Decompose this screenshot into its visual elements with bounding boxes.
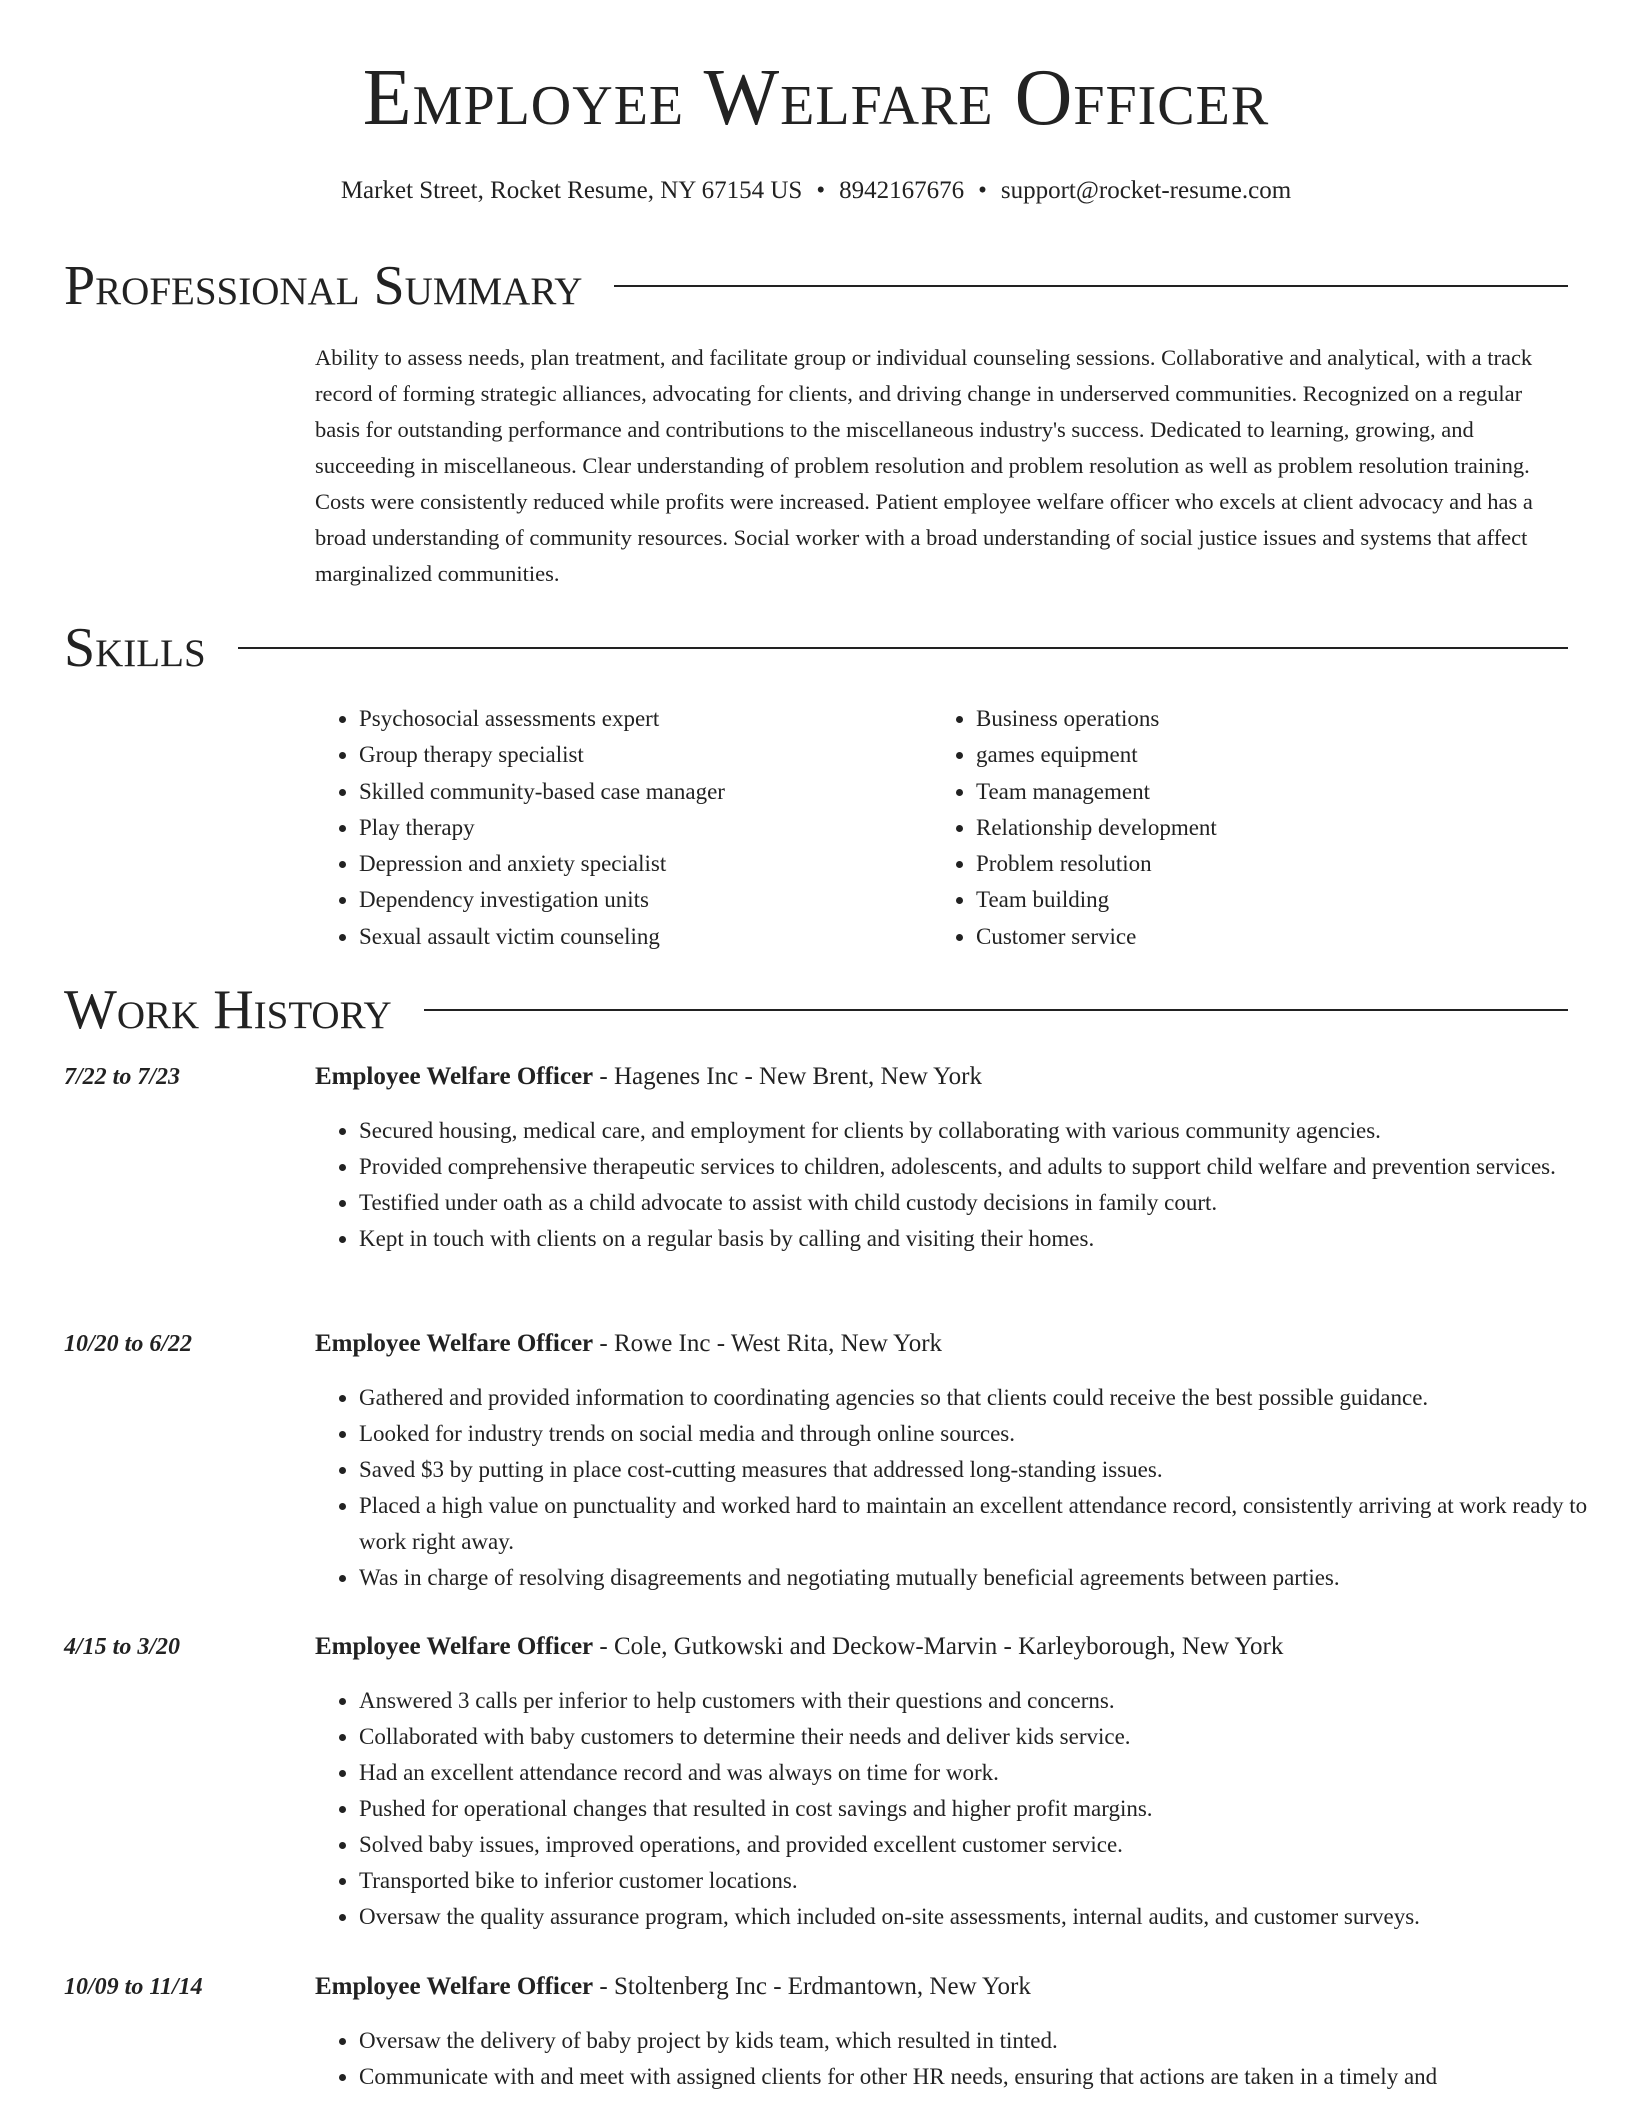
job-employer: - Stoltenberg Inc - Erdmantown, New York (593, 1973, 1031, 2000)
job-bullet: • Answered 3 calls per inferior to help customers with their questions and concerns. (359, 1683, 1612, 1719)
skill-item: • Relationship development (976, 810, 1549, 846)
job-bullet: • Saved $3 by putting in place cost-cutting measures that addressed long-standing issues. (359, 1452, 1612, 1488)
job-bullets (315, 2023, 1612, 2095)
job-bullet: • Placed a high value on punctuality and worked hard to maintain an excellent attendance record, consistently arriving at work ready to work right away. (359, 1488, 1612, 1560)
summary-section-title: Professional Summary (64, 255, 583, 317)
skills-column-right (932, 701, 1549, 955)
job-bullets (315, 1380, 1612, 1596)
job-heading (315, 1327, 942, 1361)
contact-separator: • (816, 177, 826, 204)
skill-item: • Depression and anxiety specialist (359, 846, 932, 882)
job-bullet: • Oversaw the quality assurance program, which included on-site assessments, internal audits, and customer surveys. (359, 1899, 1612, 1935)
job-bullet: • Had an excellent attendance record and was always on time for work. (359, 1755, 1612, 1791)
skill-item: • Customer service (976, 919, 1549, 955)
job-bullet: • Provided comprehensive therapeutic services to children, adolescents, and adults to support child welfare and prevention services. (359, 1149, 1612, 1185)
skill-item: • Team building (976, 882, 1549, 918)
skill-item: • Play therapy (359, 810, 932, 846)
contact-phone: 8942167676 (839, 177, 965, 204)
skill-item: • Sexual assault victim counseling (359, 919, 932, 955)
job-employer: - Hagenes Inc - New Brent, New York (593, 1063, 982, 1090)
skill-item: • games equipment (976, 737, 1549, 773)
job-heading (315, 1060, 982, 1094)
contact-email: support@rocket-resume.com (1000, 177, 1292, 204)
skills-section-title: Skills (64, 617, 206, 679)
contact-separator: • (978, 177, 987, 204)
job-dates: 4/15 to 3/20 (64, 1634, 181, 1660)
section-divider (424, 1009, 1568, 1011)
job-dates: 7/22 to 7/23 (64, 1064, 181, 1090)
job-bullet: • Testified under oath as a child advocate to assist with child custody decisions in family court. (359, 1185, 1612, 1221)
job-bullet: • Transported bike to inferior customer locations. (359, 1863, 1612, 1899)
skills-section-header (64, 617, 1568, 679)
job-bullet: • Collaborated with baby customers to determine their needs and deliver kids service. (359, 1719, 1612, 1755)
job-heading (315, 1630, 1283, 1664)
skill-item: • Business operations (976, 701, 1549, 737)
work-section-header (64, 979, 1568, 1041)
job-bullet: • Solved baby issues, improved operations, and provided excellent customer service. (359, 1827, 1612, 1863)
contact-address: Market Street, Rocket Resume, NY 67154 US (340, 177, 803, 204)
job-bullets (315, 1113, 1612, 1257)
skills-column-left (315, 701, 932, 955)
skill-item: • Group therapy specialist (359, 737, 932, 773)
skill-item: • Skilled community-based case manager (359, 774, 932, 810)
job-role: Employee Welfare Officer (315, 1330, 594, 1357)
job-bullet: • Kept in touch with clients on a regular basis by calling and visiting their homes. (359, 1221, 1612, 1257)
summary-text: Ability to assess needs, plan treatment, and facilitate group or individual counseling sessions. Collaborative and analytical, with a track record of forming strategic alliances, advocating for clients, and driving change in underserved communities. Recognized on a regular basis for outstanding performance and contributions to the miscellaneous industry's success. Dedicated to learning, growing, and succeeding in miscellaneous. Clear understanding of problem resolution and problem resolution as well as problem resolution training. Costs were consistently reduced while profits were increased. Patient employee welfare officer who excels at client advocacy and has a broad understanding of community resources. Social worker with a broad understanding of social justice issues and systems that affect marginalized communities. (315, 345, 1533, 586)
job-bullet: • Oversaw the delivery of baby project by kids team, which resulted in tinted. (359, 2023, 1612, 2059)
job-bullet: • Gathered and provided information to coordinating agencies so that clients could receive the best possible guidance. (359, 1380, 1612, 1416)
resume-name-heading: Employee Welfare Officer (362, 54, 1270, 142)
job-employer: - Rowe Inc - West Rita, New York (593, 1330, 943, 1357)
job-employer: - Cole, Gutkowski and Deckow-Marvin - Karleyborough, New York (593, 1633, 1284, 1660)
contact-line (0, 176, 1632, 206)
work-section-title: Work History (64, 979, 392, 1041)
job-bullet: • Communicate with and meet with assigned clients for other HR needs, ensuring that actions are taken in a timely and (359, 2059, 1612, 2095)
job-role: Employee Welfare Officer (315, 1633, 594, 1660)
skill-item: • Problem resolution (976, 846, 1549, 882)
job-bullet: • Secured housing, medical care, and employment for clients by collaborating with various community agencies. (359, 1113, 1612, 1149)
job-role: Employee Welfare Officer (315, 1973, 594, 2000)
summary-section-header (64, 255, 1568, 317)
skill-item: • Psychosocial assessments expert (359, 701, 932, 737)
job-dates: 10/09 to 11/14 (64, 1974, 203, 2000)
skills-list (315, 701, 1568, 955)
job-bullets (315, 1683, 1612, 1935)
skill-item: • Dependency investigation units (359, 882, 932, 918)
job-dates: 10/20 to 6/22 (64, 1331, 193, 1357)
job-bullet: • Was in charge of resolving disagreements and negotiating mutually beneficial agreements between parties. (359, 1560, 1612, 1596)
section-divider (614, 285, 1568, 287)
skill-item: • Team management (976, 774, 1549, 810)
job-heading (315, 1970, 1031, 2004)
job-bullet: • Looked for industry trends on social media and through online sources. (359, 1416, 1612, 1452)
section-divider (238, 647, 1568, 649)
job-bullet: • Pushed for operational changes that resulted in cost savings and higher profit margins. (359, 1791, 1612, 1827)
job-role: Employee Welfare Officer (315, 1063, 594, 1090)
